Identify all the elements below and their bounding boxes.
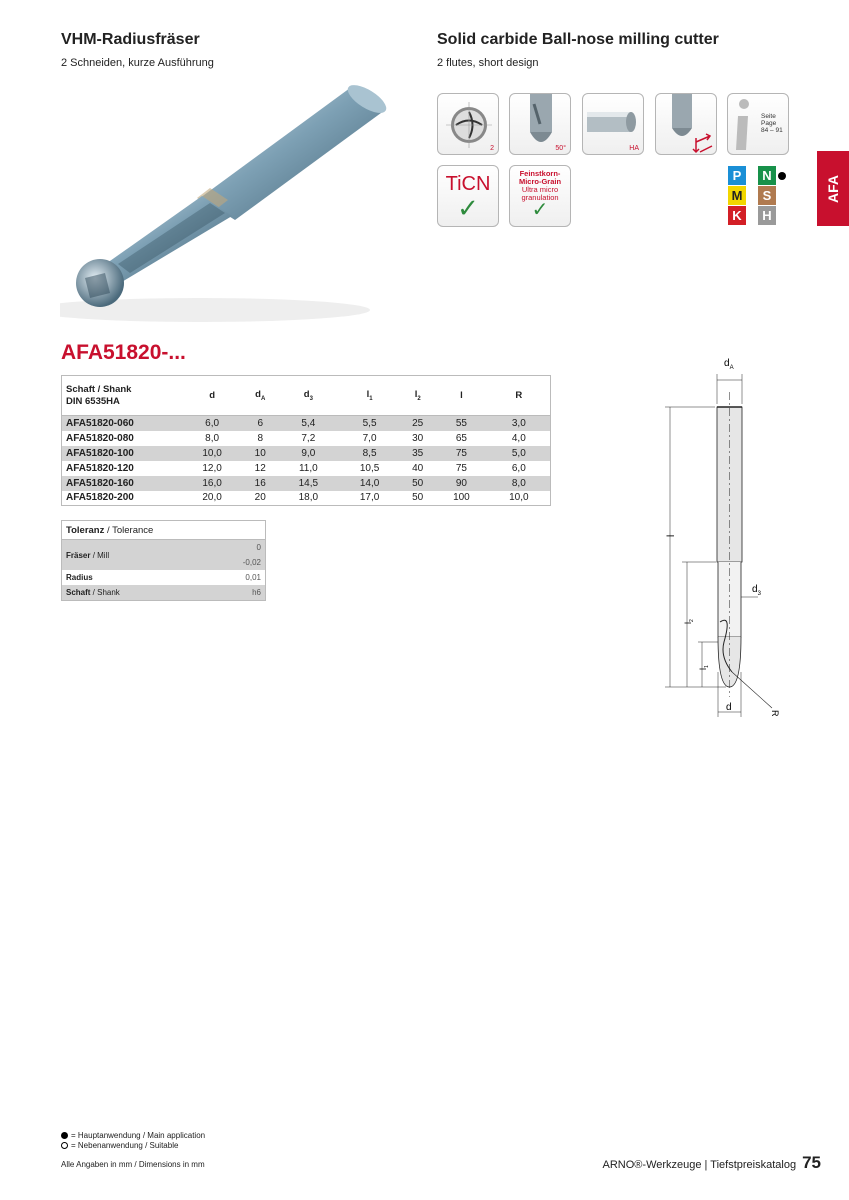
mill-lower: -0,02 (242, 558, 261, 567)
title-en: Solid carbide Ball-nose milling cutter (437, 31, 719, 48)
grain-label-2: Micro-Grain (518, 177, 562, 186)
drawing-label-l2: $l_2$ (683, 619, 695, 624)
technical-drawing (660, 352, 785, 722)
tolerance-row-radius: Radius 0,01 (66, 573, 261, 582)
coating-icon (437, 165, 499, 227)
coating-label: TiCN (445, 173, 491, 195)
table-row: AFA51820-060 6,0 6 5,4 5,5 25 55 3,0 (62, 416, 551, 431)
grain-label-4: granulation (521, 193, 559, 202)
drawing-label-r: R (770, 710, 780, 717)
section-tab (817, 151, 849, 226)
subtitle-de: 2 Schneiden, kurze Ausführung (61, 57, 214, 69)
drawing-label-d: d (726, 702, 732, 713)
coating-check-icon: ✓ (457, 193, 479, 223)
header-shank: Schaft / Shank DIN 6535HA (62, 376, 182, 416)
tolerance-row-mill: Fräser / Mill 0 -0,02 (62, 540, 265, 570)
milling-direction-icon (655, 93, 717, 155)
title-de: VHM-Radiusfräser (61, 31, 200, 48)
shank-tag: HA (629, 145, 639, 152)
tolerance-table (61, 520, 266, 601)
table-row: AFA51820-100 10,0 10 9,0 8,5 35 75 5,0 (62, 446, 551, 461)
info-page-label: Seite Page (761, 113, 777, 127)
micro-grain-icon (509, 165, 571, 227)
header-da: $d_A$ (243, 376, 278, 416)
shank-ha-icon (582, 93, 644, 155)
tolerance-row-shank: Schaft / Shank h6 (62, 585, 265, 600)
drawing-label-l: l (666, 534, 677, 537)
grain-label-1: Feinstkorn- (519, 169, 561, 178)
footer-catalog: ARNO®-Werkzeuge | Tiefstpreiskatalog 75 (602, 1153, 821, 1172)
material-grid (728, 166, 790, 226)
flutes-tag: 2 (490, 145, 494, 152)
header-l2: $l_2$ (400, 376, 435, 416)
footer-dimensions: Alle Angaben in mm / Dimensions in mm (61, 1160, 205, 1169)
tool-photo (60, 78, 420, 328)
drawing-label-da: $d_A$ (724, 358, 734, 371)
tolerance-header: Toleranz / Tolerance (62, 521, 265, 540)
main-application-dot-icon (778, 172, 786, 180)
flutes-icon (437, 93, 499, 155)
drawing-label-l1: $l_1$ (698, 665, 710, 670)
grain-label-3: Ultra micro (521, 185, 559, 194)
empty-circle-icon (61, 1142, 68, 1149)
table-row: AFA51820-200 20,0 20 18,0 17,0 50 100 10,0 (66, 492, 529, 504)
table-row: AFA51820-120 12,0 12 11,0 10,5 40 75 6,0 (66, 462, 526, 474)
dimension-table (61, 375, 551, 506)
subtitle-en: 2 flutes, short design (437, 57, 539, 69)
grain-check-icon: ✓ (531, 199, 549, 221)
table-row: AFA51820-160 16,0 16 14,5 14,0 50 90 8,0 (62, 476, 551, 491)
info-page-range: 84 – 91 (761, 127, 783, 134)
section-tab-label: AFA (825, 174, 841, 203)
material-m: M (728, 186, 746, 205)
header-l: l (435, 376, 487, 416)
angle-tag: 50° (555, 145, 566, 152)
header-d: d (182, 376, 243, 416)
filled-circle-icon (61, 1132, 68, 1139)
table-row: AFA51820-080 8,0 8 7,2 7,0 30 65 4,0 (66, 432, 526, 444)
ball-nose-angle-icon (509, 93, 571, 155)
info-icon (727, 93, 789, 155)
product-code: AFA51820-... (61, 341, 186, 364)
header-d3: $d_3$ (278, 376, 339, 416)
material-p: P (728, 166, 746, 185)
header-l1: $l_1$ (339, 376, 400, 416)
material-k: K (728, 206, 746, 225)
drawing-label-d3: $d_3$ (752, 584, 761, 597)
page-number: 75 (802, 1153, 821, 1172)
mill-upper: 0 (256, 543, 261, 552)
header-r: R (488, 376, 551, 416)
material-n: N (758, 166, 776, 185)
material-h: H (758, 206, 776, 225)
material-s: S (758, 186, 776, 205)
footer-legend: = Hauptanwendung / Main application = Nebenanwendung / Suitable (61, 1131, 205, 1151)
